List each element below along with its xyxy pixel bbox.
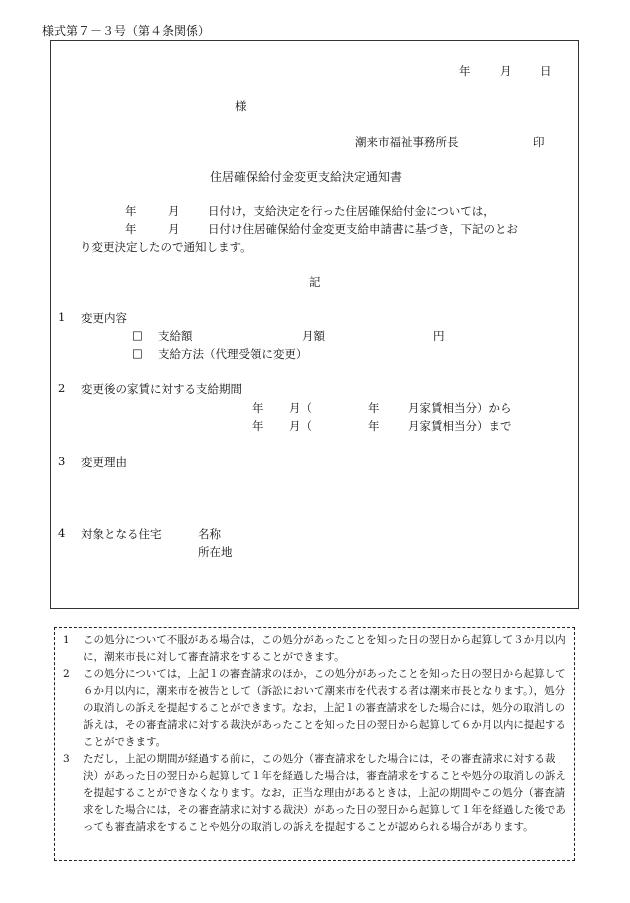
document-title: 住居確保給付金変更支給決定通知書 [210,170,403,184]
body-line1-text: 日付け，支給決定を行った住居確保給付金については， [208,204,495,218]
note-number: 3 [63,753,70,765]
monthly-label: 月額 [302,329,325,343]
item2-label: 変更後の家賃に対する支給期間 [81,382,242,396]
housing-name-label: 名称 [198,527,221,541]
checkbox-amount[interactable]: □ [132,328,143,342]
date-month: 月 [500,64,512,78]
note-text: この処分について不服がある場合は，この処分があったことを知った日の翌日から起算して３か月以内に，潮来市長に対して審査請求をすることができます。 [83,634,566,663]
note-item [63,666,568,751]
option-method-label: 支給方法（代理受領に変更） [158,347,308,361]
period-to-year: 年 [252,419,264,433]
yen-label: 円 [433,329,445,343]
body-line1-month: 月 [168,204,180,218]
notice-frame [50,40,579,609]
note-text: ただし，上記の期間が経過する前に，この処分（審査請求をした場合には，その審査請求に対する裁決）があった日の翌日から起算して１年を経過した場合は，審査請求をすることや処分の取消しの訴えを提起することができなくなります。なお，正当な理由があるときは，上記の期間やこの処分（審査請求をした場合には，その審査請求に対する裁決）があった日の翌日から起算して１年を経過した後であっても審査請求をすることや処分の取消しの訴えを提起することが認められる場合があります。 [83,753,566,833]
body-line2-text: 日付け住居確保給付金変更支給申請書に基づき，下記のとお [208,222,519,236]
item4-label: 対象となる住宅 [81,527,162,541]
item2-number: 2 [58,381,66,395]
period-from-year: 年 [252,401,264,415]
note-item [63,751,568,836]
body-line1-year: 年 [125,204,137,218]
housing-address-label: 所在地 [198,545,233,559]
addressee-sama: 様 [235,99,247,113]
period-to-year2: 年 [368,419,380,433]
option-amount-label: 支給額 [158,329,193,343]
item1-number: 1 [58,310,66,324]
note-number: 2 [63,668,70,680]
item3-label: 変更理由 [81,455,127,469]
period-from-year2: 年 [368,401,380,415]
period-to-month: 月（ [289,419,312,433]
period-from-month: 月（ [289,401,312,415]
item4-number: 4 [58,526,66,540]
ki-heading: 記 [309,275,321,289]
date-year: 年 [459,64,471,78]
appeal-notes-box [54,627,575,861]
item3-number: 3 [58,454,66,468]
checkbox-method[interactable]: □ [132,346,143,360]
item1-label: 変更内容 [81,311,127,325]
period-to-text: 月家賃相当分）まで [408,419,512,433]
period-from-text: 月家賃相当分）から [408,401,512,415]
body-line3-text: り変更決定したので通知します。 [80,240,252,254]
issuer: 潮来市福祉事務所長 [355,135,459,149]
body-line2-year: 年 [125,222,137,236]
note-item [63,632,568,666]
note-number: 1 [63,634,70,646]
form-number: 様式第７－３号（第４条関係） [42,24,211,38]
body-line2-month: 月 [168,222,180,236]
seal-mark: 印 [533,135,545,149]
date-day: 日 [540,64,552,78]
note-text: この処分については，上記１の審査請求のほか，この処分があったことを知った日の翌日から起算して６か月以内に，潮来市を被告として（訴訟において潮来市を代表する者は潮来市長となります。），処分の取消しの訴えを提起することができます。なお，上記１の審査請求をした場合には，処分の取消しの訴えは，その審査請求に対する裁決があったことを知った日の翌日から起算して６か月以内に提起することができます。 [83,668,566,748]
